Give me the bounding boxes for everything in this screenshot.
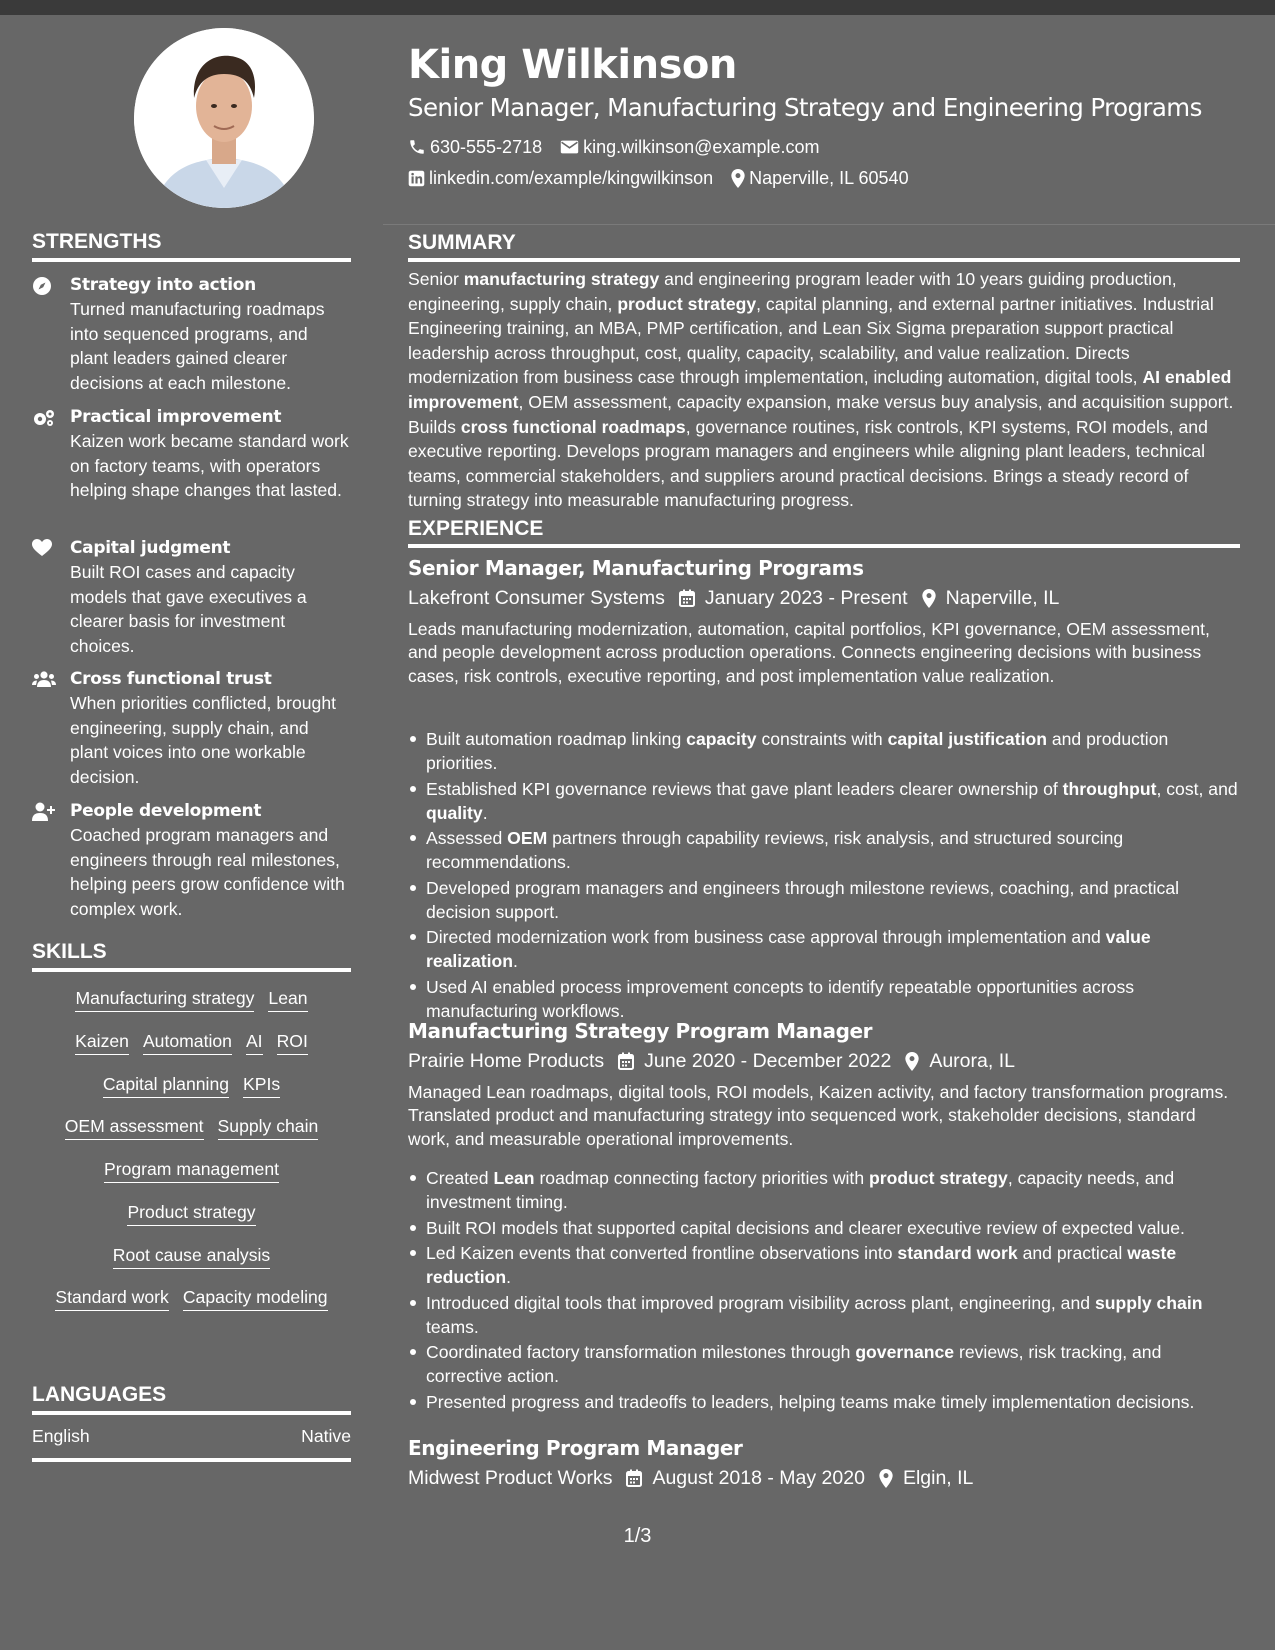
language-level-bar <box>32 1458 351 1462</box>
strength-description: Coached program managers and engineers through real milestones, helping peers grow confidence with complex work. <box>70 825 345 919</box>
job-location: Elgin, IL <box>902 1467 974 1489</box>
job-bullet: Presented progress and tradeoffs to leaders, helping teams make timely implementation decisions. <box>408 1390 1240 1414</box>
candidate-title: Senior Manager, Manufacturing Strategy and Engineering Programs <box>408 93 1202 122</box>
skill-row <box>32 1115 351 1140</box>
contact-row-2 <box>408 166 927 190</box>
strength-title: Strategy into action <box>70 275 256 295</box>
header-divider <box>383 224 1275 225</box>
skill-row <box>32 1158 351 1183</box>
skill-row <box>32 1030 351 1055</box>
job-company: Prairie Home Products <box>408 1050 605 1072</box>
job-company: Lakefront Consumer Systems <box>408 587 665 609</box>
skill-tag: Kaizen <box>75 1030 129 1055</box>
profile-photo <box>134 28 314 208</box>
summary-heading: SUMMARY <box>408 231 516 254</box>
skill-tag: AI <box>246 1030 263 1055</box>
job-meta <box>408 1465 973 1491</box>
calendar-icon <box>679 589 695 607</box>
job-bullet: Built ROI models that supported capital decisions and clearer executive review of expected value. <box>408 1216 1240 1240</box>
job-bullet-list <box>408 727 1240 1024</box>
skill-tag: Manufacturing strategy <box>75 987 254 1012</box>
job-dates: January 2023 - Present <box>704 587 908 609</box>
job-title: Manufacturing Strategy Program Manager <box>408 1019 873 1043</box>
job-description: Managed Lean roadmaps, digital tools, ROI models, Kaizen activity, and factory transformation programs. Translated product and manufacturing strategy into sequenced work, stakeholder decisions, standard work, and measurable operational improvements. <box>408 1082 1229 1149</box>
skill-tag: Product strategy <box>127 1201 255 1226</box>
page-number: 1/3 <box>623 1525 652 1547</box>
skill-row <box>32 1201 351 1226</box>
skill-tag: Root cause analysis <box>113 1244 270 1269</box>
heart-icon <box>32 539 54 557</box>
resume-page <box>0 15 1275 1650</box>
languages-rule <box>32 1411 351 1415</box>
skill-tag: Capital planning <box>103 1073 229 1098</box>
skill-tag: OEM assessment <box>65 1115 204 1140</box>
job-bullet: Introduced digital tools that improved program visibility across plant, engineering, and supply chain teams. <box>408 1291 1240 1339</box>
job-bullet: Assessed OEM partners through capability reviews, risk analysis, and structured sourcing recommendations. <box>408 826 1240 874</box>
skill-tag: Automation <box>143 1030 232 1055</box>
user-plus-icon <box>32 802 54 820</box>
job-bullet: Coordinated factory transformation milestones through governance reviews, risk tracking, and corrective action. <box>408 1340 1240 1388</box>
map-pin-icon <box>922 589 936 608</box>
skill-tag: Program management <box>104 1158 279 1183</box>
strength-description: When priorities conflicted, brought engineering, supply chain, and plant voices into one workable decision. <box>70 693 336 787</box>
skill-row <box>32 1286 351 1311</box>
job-bullet: Developed program managers and engineers through milestone reviews, coaching, and practical decision support. <box>408 876 1240 924</box>
skill-tag: Capacity modeling <box>183 1286 328 1311</box>
summary-text: Senior manufacturing strategy and engineering program leader with 10 years guiding production, engineering, supply chain, product strategy, capital planning, and external partner initiatives. Industrial Engineering training, an MBA, PMP certification, and Lean Six Sigma preparation support practical leadership across throughput, cost, quality, capacity, scalability, and value realization. Directs modernization from business case through implementation, including automation, digital tools, AI enabled improvement, OEM assessment, capacity expansion, make versus buy analysis, and acquisition support. Builds cross functional roadmaps, governance routines, risk controls, KPI systems, ROI models, and executive reporting. Develops program managers and engineers while aligning plant leaders, technical teams, commercial stakeholders, and suppliers around practical decisions. Brings a steady record of turning strategy into measurable manufacturing progress. <box>408 269 1234 511</box>
strength-description: Built ROI cases and capacity models that gave executives a clearer basis for investment choices. <box>70 562 307 656</box>
users-icon <box>32 670 54 688</box>
job-title: Senior Manager, Manufacturing Programs <box>408 556 864 580</box>
gears-icon <box>32 408 54 426</box>
strength-description: Kaizen work became standard work on factory teams, with operators helping shape changes that lasted. <box>70 431 349 500</box>
job-bullet: Used AI enabled process improvement concepts to identify repeatable opportunities across manufacturing workflows. <box>408 975 1240 1023</box>
strength-title: Cross functional trust <box>70 669 272 689</box>
job-company: Midwest Product Works <box>408 1467 613 1489</box>
job-bullet: Led Kaizen events that converted frontline observations into standard work and practical waste reduction. <box>408 1241 1240 1289</box>
envelope-icon <box>560 139 579 155</box>
linkedin-item[interactable] <box>408 166 713 190</box>
job-meta <box>408 585 1059 611</box>
strengths-heading: STRENGTHS <box>32 230 162 253</box>
phone-text: 630-555-2718 <box>430 137 543 157</box>
job-meta <box>408 1048 1015 1074</box>
skill-row <box>32 1073 351 1098</box>
job-dates: June 2020 - December 2022 <box>644 1050 892 1072</box>
compass-icon <box>32 276 54 294</box>
job-location: Naperville, IL <box>945 587 1060 609</box>
job-description: Leads manufacturing modernization, automation, capital portfolios, KPI governance, OEM assessment, and people development across production operations. Connects engineering decisions with business cases, risk controls, executive reporting, and post implementation value realization. <box>408 619 1210 686</box>
job-title: Engineering Program Manager <box>408 1436 743 1460</box>
map-pin-icon <box>731 169 745 188</box>
summary-rule <box>408 258 1240 262</box>
job-dates: August 2018 - May 2020 <box>652 1467 865 1489</box>
skill-tag: KPIs <box>243 1073 280 1098</box>
job-bullet: Built automation roadmap linking capacity constraints with capital justification and production priorities. <box>408 727 1240 775</box>
email-text: king.wilkinson@example.com <box>583 137 820 157</box>
job-bullet: Created Lean roadmap connecting factory priorities with product strategy, capacity needs, and investment timing. <box>408 1166 1240 1214</box>
language-level: Native <box>301 1426 351 1446</box>
job-location: Aurora, IL <box>929 1050 1015 1072</box>
job-bullet: Established KPI governance reviews that gave plant leaders clearer ownership of throughput, cost, and quality. <box>408 777 1240 825</box>
phone-item[interactable] <box>408 135 542 159</box>
language-name: English <box>32 1426 90 1446</box>
phone-icon <box>408 138 426 156</box>
linkedin-icon <box>408 170 425 187</box>
strength-description: Turned manufacturing roadmaps into sequenced programs, and plant leaders gained clearer decisions at each milestone. <box>70 299 325 393</box>
languages-heading: LANGUAGES <box>32 1383 167 1406</box>
skill-tag: Lean <box>268 987 307 1012</box>
skills-heading: SKILLS <box>32 940 107 963</box>
skill-tag: Supply chain <box>218 1115 319 1140</box>
experience-heading: EXPERIENCE <box>408 517 544 540</box>
email-item[interactable] <box>560 135 819 159</box>
job-bullet-list <box>408 1166 1240 1415</box>
skill-tag: ROI <box>277 1030 308 1055</box>
calendar-icon <box>626 1469 642 1487</box>
strengths-rule <box>32 258 351 262</box>
skill-row <box>32 1244 351 1269</box>
map-pin-icon <box>879 1469 893 1488</box>
map-pin-icon <box>905 1052 919 1071</box>
strength-title: Practical improvement <box>70 407 282 427</box>
skills-rule <box>32 968 351 972</box>
location-text: Naperville, IL 60540 <box>749 168 909 188</box>
skill-row <box>32 987 351 1012</box>
contact-row-1 <box>408 135 837 159</box>
experience-rule <box>408 544 1240 548</box>
skill-tag: Standard work <box>55 1286 168 1311</box>
calendar-icon <box>618 1052 634 1070</box>
job-bullet: Directed modernization work from business case approval through implementation and value realization. <box>408 925 1240 973</box>
linkedin-text: linkedin.com/example/kingwilkinson <box>429 168 714 188</box>
location-item <box>731 166 908 190</box>
strength-title: People development <box>70 801 262 821</box>
strength-title: Capital judgment <box>70 538 231 558</box>
candidate-name: King Wilkinson <box>408 42 737 88</box>
